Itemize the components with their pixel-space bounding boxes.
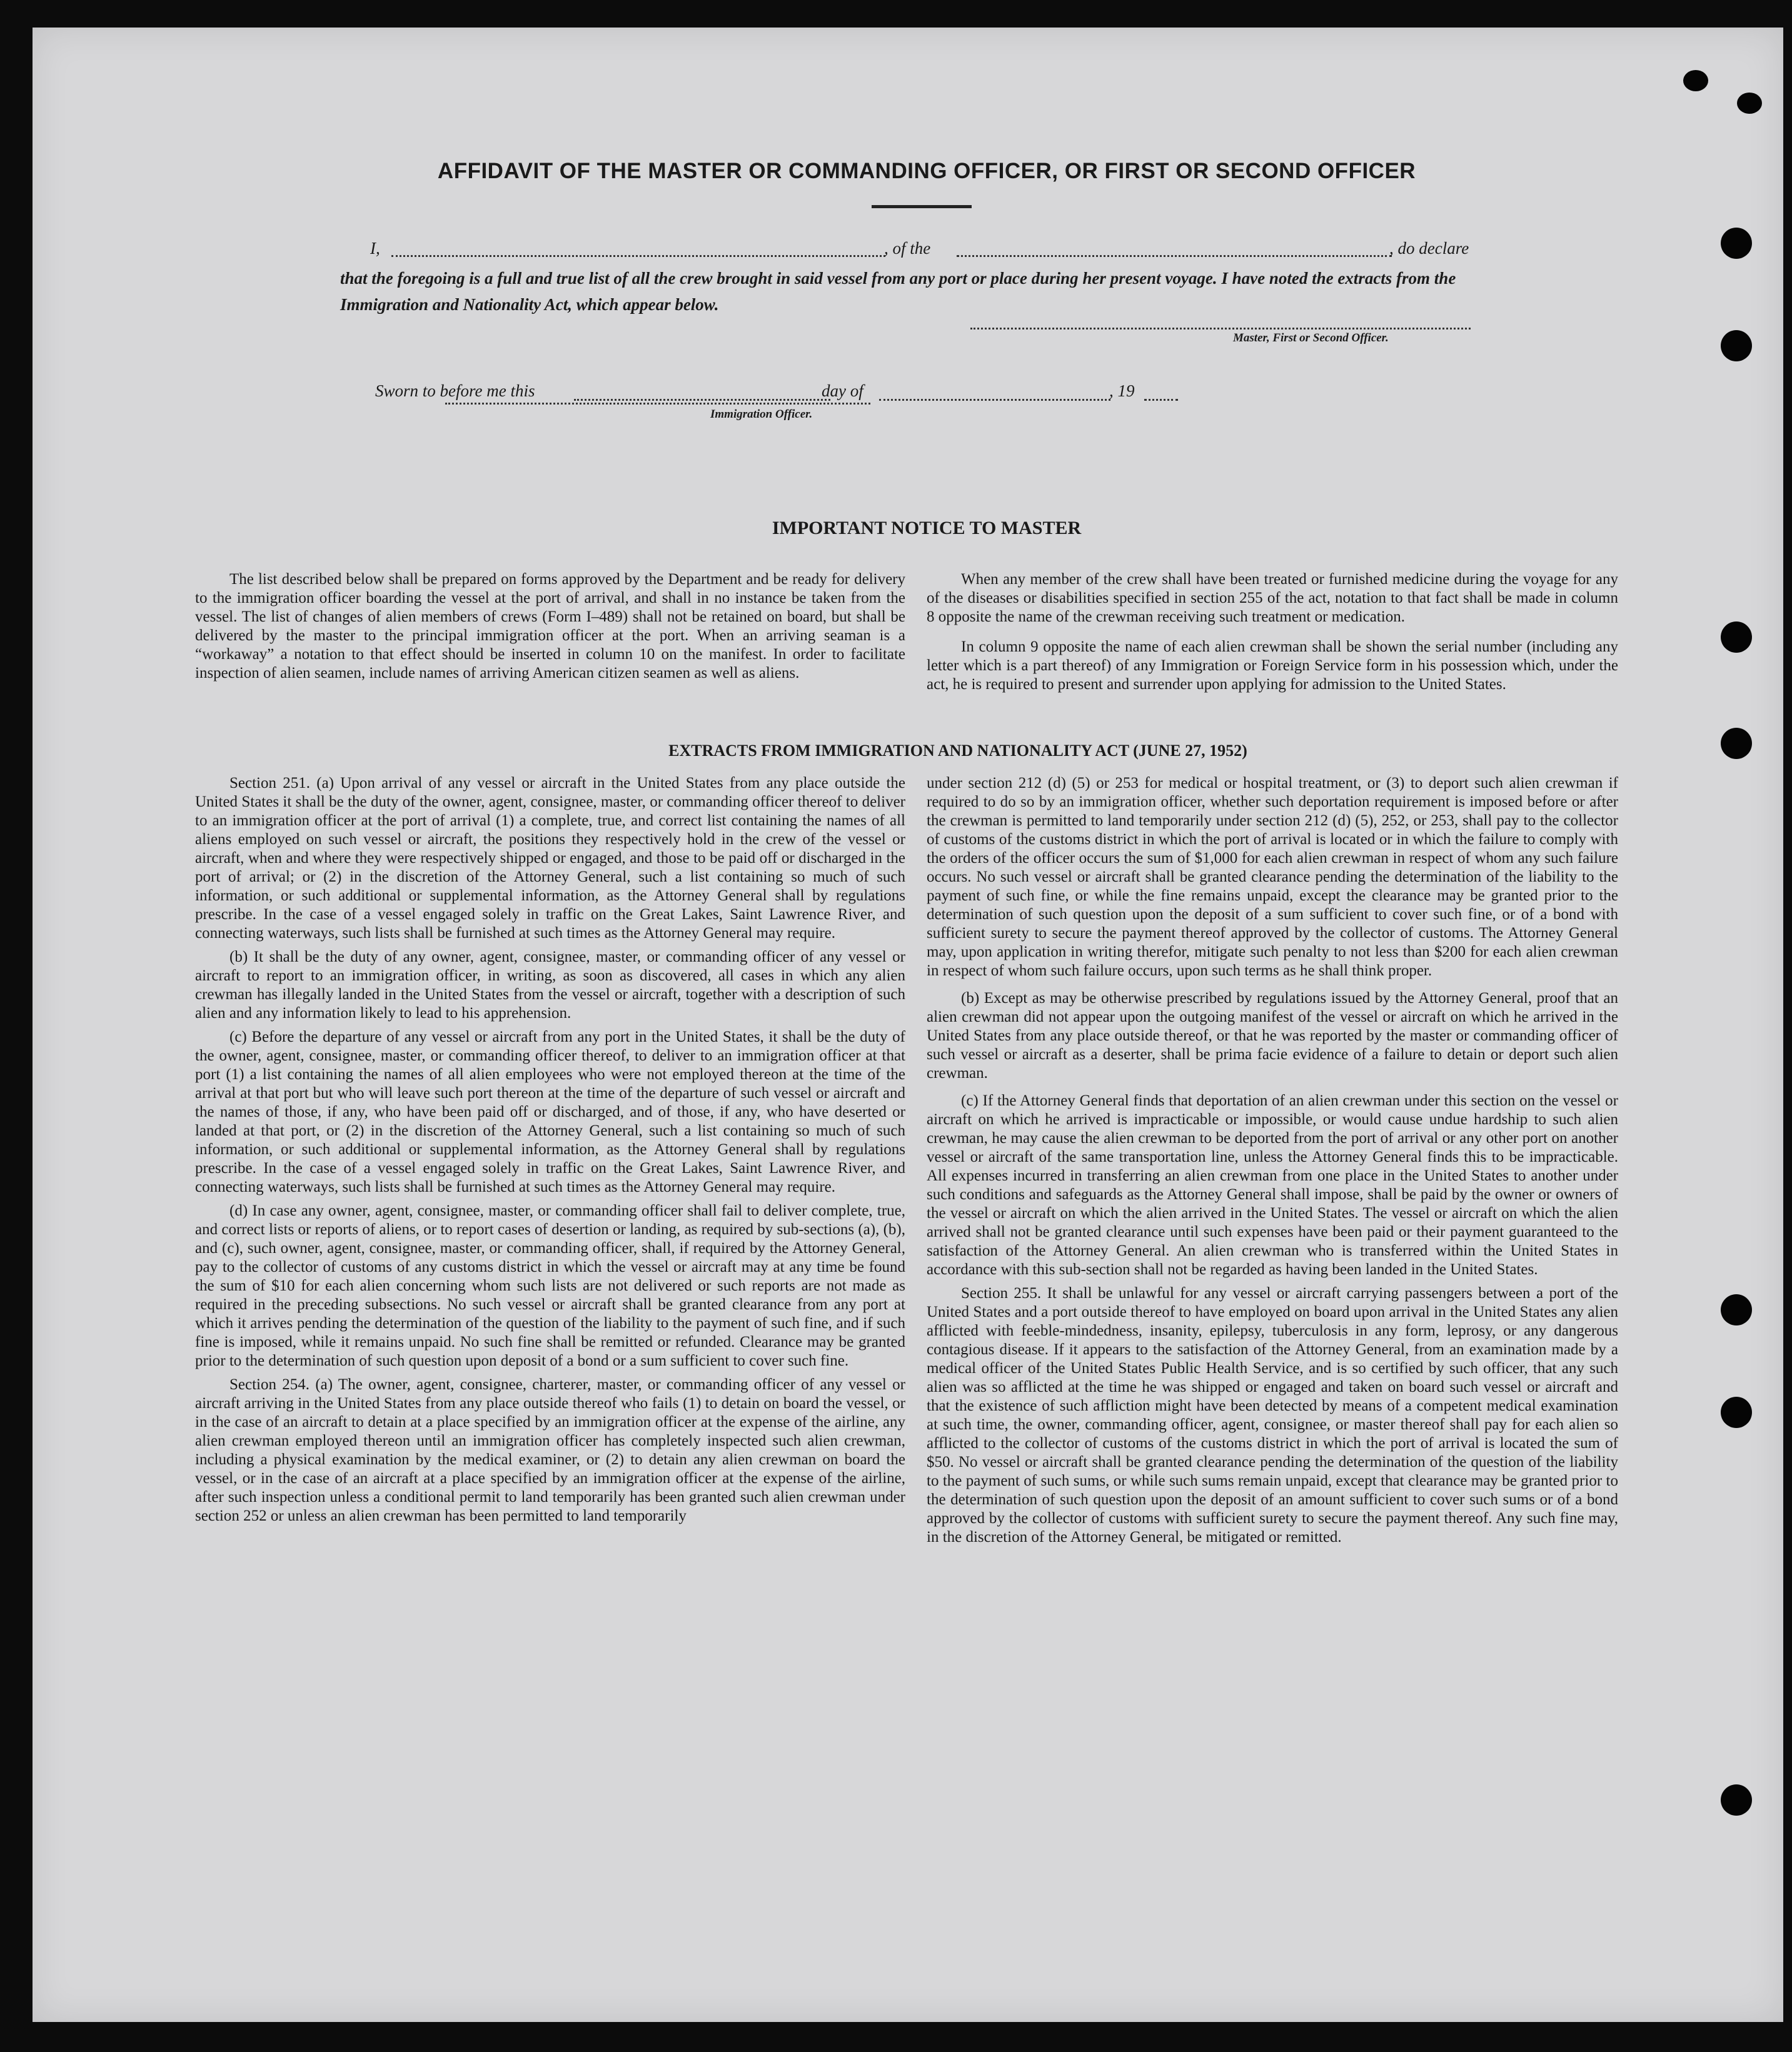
sworn-year-blank[interactable]: [1144, 399, 1178, 401]
notice-paragraph: When any member of the crew shall have been treated or furnished medicine during the voyage for any of the diseases or disabilities specified in section 255 of the act, notation to that fact shall be made in column 8 opposite the name of the crewman receiving such treatment or medication.: [927, 571, 1618, 625]
of-the-label: , of the: [884, 239, 931, 258]
section-paragraph: Section 251. (a) Upon arrival of any vessel or aircraft in the United States from any place outside the United States it shall be the duty of the owner, agent, consignee, master, or commanding officer thereof to deliver to an immigration officer at the port of arrival (1) a complete, true, and correct list containing the names of all aliens employed on such vessel or aircraft, the positions they respectively hold in the crew of the vessel or aircraft, when and where they were respectively shipped or engaged, and those to be paid off or discharged in the port of arrival; or (2) in the discretion of the Attorney General, such a list containing so much of such information, or such additional or supplemental information, as the Attorney General shall by regulations prescribe. In the case of a vessel engaged solely in traffic on the Great Lakes, Saint Lawrence River, and connecting waterways, such lists shall be furnished at such times as the Attorney General may require.: [195, 775, 905, 942]
master-signature-label: Master, First or Second Officer.: [1233, 331, 1389, 345]
section-paragraph: (c) If the Attorney General finds that deportation of an alien crewman under this section on the vessel or aircraft on which he arrived is impracticable or impossible, or would cause undue hardship to such alien crewman, he may cause the alien crewman to be deported from the port of arrival or any other port on another vessel or aircraft of the same transportation line, unless the Attorney General finds this to be impracticable. All expenses incurred in transferring an alien crewman from one place in the United States to another under such conditions and safeguards as the Attorney General shall impose, shall be paid by the owner or owners of the vessel or aircraft on which the alien arrived in the United States. The vessel or aircraft on which the alien arrived shall not be granted clearance until such expenses have been paid or their payment guaranteed to the satisfaction of the Attorney General. An alien crewman who is transferred within the United States in accordance with this sub-section shall not be regarded as having been landed in the United States.: [927, 1092, 1618, 1278]
declaration-text: that the foregoing is a full and true list of all the crew brought in said vessel from any port or place during her present voyage. I have noted the extracts from the Immigration and Nationality Act, which appear below.: [340, 269, 1456, 314]
year-label: , 19: [1109, 381, 1135, 400]
binder-hole: [1721, 621, 1752, 653]
binder-hole: [1721, 728, 1752, 759]
extracts-right-column: [927, 774, 1618, 1849]
form-page: [33, 28, 1783, 2022]
section-paragraph: (d) In case any owner, agent, consignee, master, or commanding officer shall fail to deliver complete, true, and correct lists or reports of aliens, or to report cases of desertion or landing, as required by sub-sections (a), (b), and (c), such owner, agent, consignee, master, or commanding officer, shall, if required by the Attorney General, pay to the collector of customs of any customs district in which the vessel or aircraft may at any time be found the sum of $10 for each alien concerning whom such lists are not delivered or such reports are not made as required in the preceding subsections. No such vessel or aircraft shall be granted clearance from any port at which it arrives pending the determination of the question of the liability to the payment of such fine, and if such fine is imposed, while it remains unpaid. No such fine shall be remitted or refunded. Clearance may be granted prior to the determination of such question upon deposit of a bond or a sum sufficient to cover such fine.: [195, 1202, 905, 1369]
section-paragraph: (b) Except as may be otherwise prescribed by regulations issued by the Attorney General, proof that an alien crewman did not appear upon the outgoing manifest of the vessel or aircraft on which he arrived in the United States from any place outside thereof, or that he was reported by the master or commanding officer of such vessel or aircraft as a deserter, shall be prima facie evidence of a failure to detain or deport such alien crewman.: [927, 990, 1618, 1082]
immigration-officer-label: Immigration Officer.: [710, 408, 813, 421]
notice-left-column: [195, 570, 905, 683]
immigration-officer-blank[interactable]: [445, 403, 870, 405]
notice-paragraph: In column 9 opposite the name of each alien crewman shall be shown the serial number (including any letter which is a part thereof) of any Immigration or Foreign Service form in his possession which, under the act, he is required to present and surrender upon applying for admission to the United States.: [927, 638, 1618, 693]
do-declare-label: , do declare: [1389, 239, 1469, 258]
master-signature-blank[interactable]: [970, 328, 1471, 329]
section-paragraph: Section 255. It shall be unlawful for any vessel or aircraft carrying passengers between a port of the United States and a port outside thereof to have employed on board upon arrival in the United States any alien afflicted with feeble-mindedness, insanity, epilepsy, tuberculosis in any form, leprosy, or any dangerous contagious disease. If it appears to the satisfaction of the Attorney General, from an examination made by a medical officer of the United States Public Health Service, and is so certified by such officer, that any such alien was so afflicted at the time he was shipped or engaged and taken on board such vessel or aircraft and that the existence of such affliction might have been detected by means of a competent medical examination at such time, the owner, commanding officer, agent, consignee, or master thereof shall pay for each alien so afflicted to the collector of customs of the customs district in which the port of arrival is located the sum of $50. No vessel or aircraft shall be granted clearance pending the determination of the question of the liability to the payment of such sums, or while such sums remain unpaid, except that clearance may be granted prior to the determination of such question upon the deposit of an amount sufficient to cover such sums or of a bond approved by the collector of customs with sufficient surety to secure the payment thereof. Any such fine may, in the discretion of the Attorney General, be mitigated or remitted.: [927, 1285, 1618, 1546]
i-label: I,: [370, 239, 380, 258]
notice-title: IMPORTANT NOTICE TO MASTER: [772, 518, 1082, 538]
vessel-blank[interactable]: [957, 255, 1392, 257]
binder-hole: [1737, 93, 1762, 114]
declaration-line: [33, 239, 1783, 266]
extracts-left-column: [195, 774, 905, 1849]
extracts-title: EXTRACTS FROM IMMIGRATION AND NATIONALITY ACT (JUNE 27, 1952): [668, 742, 1247, 760]
binder-hole: [1721, 330, 1752, 361]
binder-hole: [1721, 1784, 1752, 1816]
binder-hole: [1721, 1397, 1752, 1428]
section-paragraph: (c) Before the departure of any vessel or aircraft from any port in the United States, it shall be the duty of the owner, agent, consignee, master, or commanding officer thereof, to deliver to an immigration officer at that port (1) a list containing the names of all alien employees who were not employed thereon at the time of the arrival at that port but who will leave such port thereon at the time of the departure of such vessel or aircraft and the names of those, if any, who have been paid off or discharged, and of those, if any, who have deserted or landed at that port, or (2) in the discretion of the Attorney General, such a list containing so much of such information, or such additional or supplemental information, as the Attorney General shall by regulations prescribe. In the case of a vessel engaged solely in traffic on the Great Lakes, Saint Lawrence River, and connecting waterways, such lists shall be furnished at such times as the Attorney General may require.: [195, 1029, 905, 1195]
title-divider: [872, 205, 972, 208]
notice-paragraph: The list described below shall be prepared on forms approved by the Department and be ready for delivery to the immigration officer boarding the vessel at the port of arrival, and shall in no instance be taken from the vessel. The list of changes of alien members of crews (Form I–489) shall not be retained on board, but shall be delivered by the master to the principal immigration officer at the port. When an arriving seaman is a “workaway” a notation to that effect should be inserted in column 10 on the manifest. In order to facilitate inspection of alien seamen, include names of arriving American citizen seamen as well as aliens.: [195, 571, 905, 681]
section-paragraph: Section 254. (a) The owner, agent, consignee, charterer, master, or commanding officer of any vessel or aircraft arriving in the United States from any place outside thereof who fails (1) to detain on board the vessel, or in the case of an aircraft to detain at a place specified by an immigration officer at the expense of the airline, any alien crewman employed thereon until an immigration officer has completely inspected such alien crewman, including a physical examination by the medical examiner, or (2) to detain any alien crewman on board the vessel, or in the case of an aircraft at a place specified by an immigration officer at the expense of the airline, after such inspection unless a conditional permit to land temporarily has been granted such alien crewman under section 252 or unless an alien crewman has been permitted to land temporarily: [195, 1376, 905, 1524]
affidavit-title: AFFIDAVIT OF THE MASTER OR COMMANDING OFFICER, OR FIRST OR SECOND OFFICER: [437, 159, 1416, 183]
notice-right-column: [927, 570, 1618, 694]
sworn-label: Sworn to before me this: [375, 381, 535, 400]
sworn-day-blank[interactable]: [574, 399, 830, 401]
binder-hole: [1721, 1294, 1752, 1325]
day-of-label: day of: [822, 381, 863, 400]
section-paragraph: under section 212 (d) (5) or 253 for medical or hospital treatment, or (3) to deport such alien crewman if required to do so by an immigration officer, whether such deportation requirement is imposed before or after the crewman is permitted to land temporarily under section 212 (d) (5), 252, or 253, shall pay to the collector of customs of the customs district in which the port of arrival is located or in which the failure to comply with the orders of the officer occurs the sum of $1,000 for each alien crewman in respect of whom any such failure occurs. No such vessel or aircraft shall be granted clearance pending the determination of the liability to the payment of such fine, or while the fine remains unpaid, except the clearance may be granted prior to the determination of such question upon the deposit of a sum sufficient to cover such fine, or of a bond with sufficient surety to secure the payment thereof approved by the collector of customs. The Attorney General may, upon application in writing therefor, mitigate such penalty to not less than $200 for each alien crewman in respect of whom such failure occurs, upon such terms as he shall think proper.: [927, 775, 1618, 979]
name-blank[interactable]: [391, 255, 885, 257]
section-paragraph: (b) It shall be the duty of any owner, agent, consignee, master, or commanding officer of any vessel or aircraft to report to an immigration officer, in writing, as soon as discovered, all cases in which any alien crewman has illegally landed in the United States from the vessel or aircraft, together with a description of such alien and any information likely to lead to his apprehension.: [195, 948, 905, 1022]
sworn-month-blank[interactable]: [879, 399, 1110, 401]
binder-hole: [1683, 70, 1708, 91]
